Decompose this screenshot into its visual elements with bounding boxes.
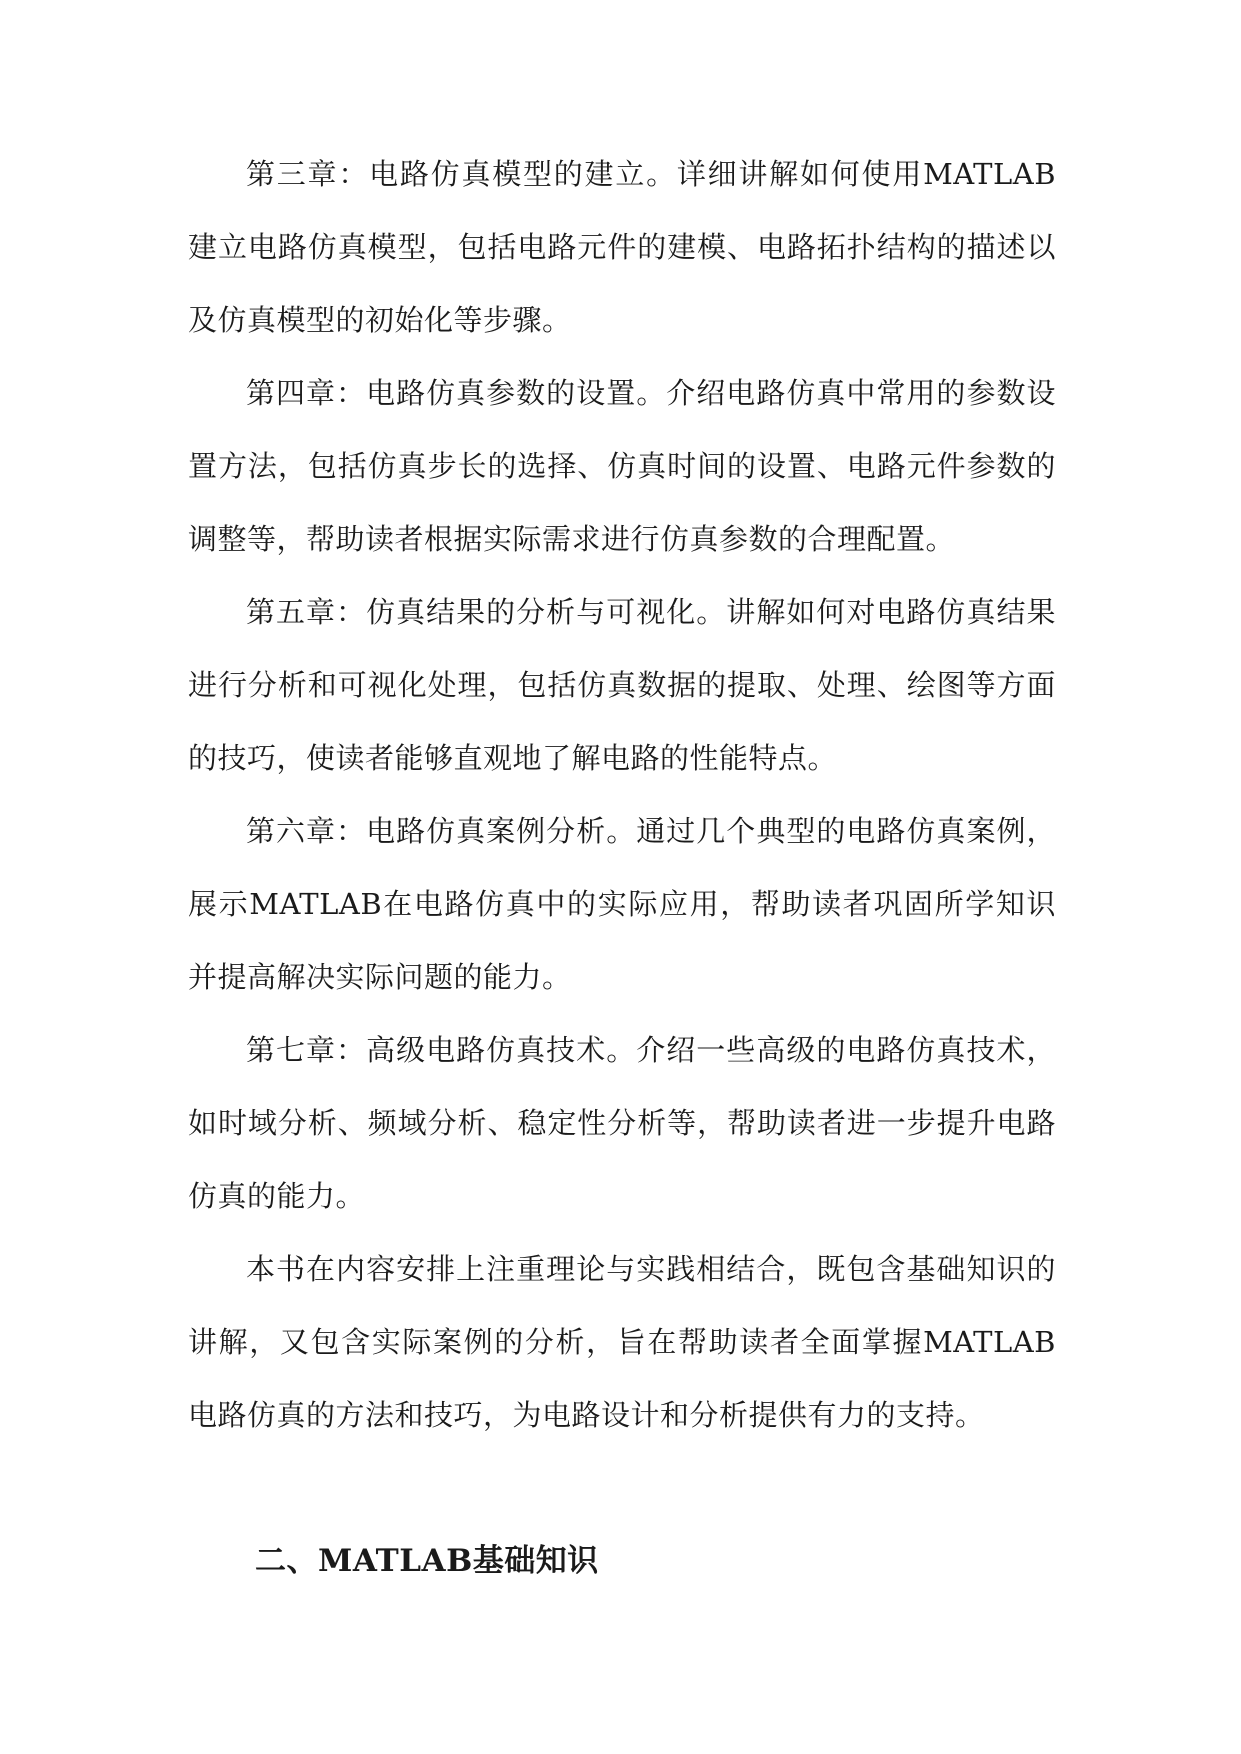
- paragraph-chapter-7: 第七章：高级电路仿真技术。介绍一些高级的电路仿真技术，如时域分析、频域分析、稳定性分析等，帮助读者进一步提升电路仿真的能力。: [188, 1033, 1056, 1213]
- section-heading: 二、MATLAB基础知识: [255, 1543, 599, 1579]
- paragraph-book-summary: 本书在内容安排上注重理论与实践相结合，既包含基础知识的讲解，又包含实际案例的分析，旨在帮助读者全面掌握MATLAB电路仿真的方法和技巧，为电路设计和分析提供有力的支持。: [188, 1252, 1056, 1432]
- body-text: [188, 138, 1056, 1452]
- paragraph-chapter-3: 第三章：电路仿真模型的建立。详细讲解如何使用MATLAB建立电路仿真模型，包括电路元件的建模、电路拓扑结构的描述以及仿真模型的初始化等步骤。: [188, 157, 1056, 337]
- paragraph-chapter-4: 第四章：电路仿真参数的设置。介绍电路仿真中常用的参数设置方法，包括仿真步长的选择、仿真时间的设置、电路元件参数的调整等，帮助读者根据实际需求进行仿真参数的合理配置。: [188, 376, 1056, 556]
- paragraph-chapter-5: 第五章：仿真结果的分析与可视化。讲解如何对电路仿真结果进行分析和可视化处理，包括仿真数据的提取、处理、绘图等方面的技巧，使读者能够直观地了解电路的性能特点。: [188, 595, 1056, 775]
- paragraph-chapter-6: 第六章：电路仿真案例分析。通过几个典型的电路仿真案例，展示MATLAB在电路仿真中的实际应用，帮助读者巩固所学知识并提高解决实际问题的能力。: [188, 814, 1056, 994]
